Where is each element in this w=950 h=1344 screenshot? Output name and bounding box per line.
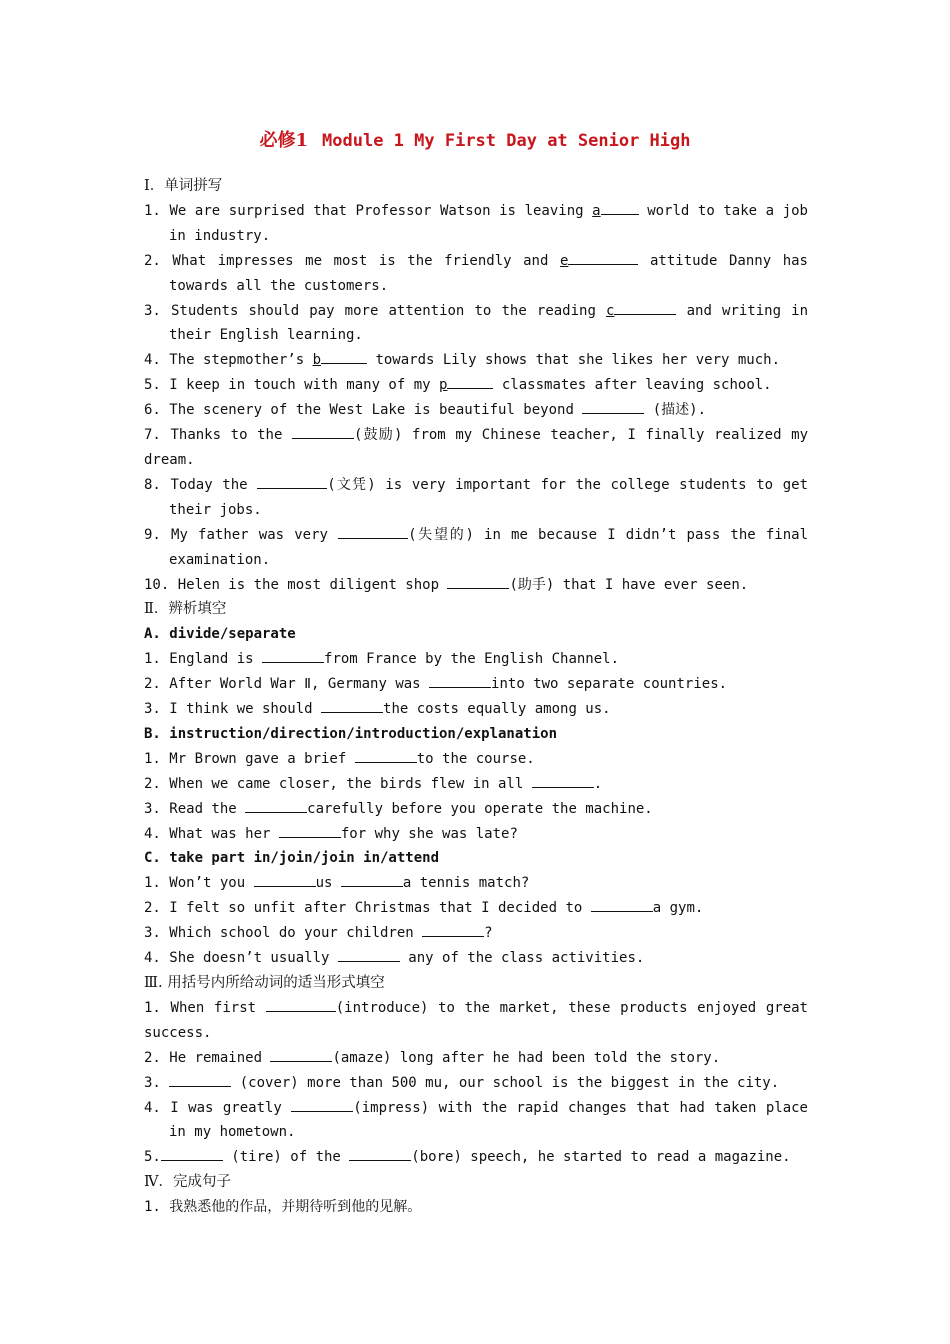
answer-blank[interactable] — [257, 475, 327, 489]
s1-item-1: 1. We are surprised that Professor Watson is leaving a world to take a job in industry. — [144, 202, 808, 244]
answer-blank[interactable] — [532, 774, 594, 788]
answer-blank[interactable] — [338, 525, 408, 539]
section-4-heading: Ⅳ．完成句子 — [144, 1174, 231, 1191]
first-letter-hint: e — [559, 252, 569, 269]
answer-blank[interactable] — [321, 699, 383, 713]
s1-item-5: 5. I keep in touch with many of my p classmates after leaving school. — [144, 377, 772, 394]
answer-blank[interactable] — [422, 923, 484, 937]
first-letter-hint: c — [606, 302, 615, 319]
s3-item-5: 5. (tire) of the (bore) speech, he started to read a magazine. — [144, 1149, 791, 1166]
s3-item-3: 3. (cover) more than 500 mu, our school is the biggest in the city. — [144, 1074, 780, 1091]
section-1-heading: Ⅰ．单词拼写 — [144, 178, 223, 194]
s2b-item-1: 1. Mr Brown gave a brief to the course. — [144, 750, 535, 767]
s2c-item-1: 1. Won’t you us a tennis match? — [144, 875, 530, 892]
s2b-item-2: 2. When we came closer, the birds flew in all . — [144, 775, 603, 792]
s2a-item-2: 2. After World War Ⅱ, Germany was into two separate countries. — [144, 676, 728, 693]
section-3-heading: Ⅲ. 用括号内所给动词的适当形式填空 — [144, 975, 385, 991]
answer-blank[interactable] — [270, 1048, 332, 1062]
s1-item-2: 2. What impresses me most is the friendly and e attitude Danny has towards all the customers. — [144, 252, 808, 294]
s2b-item-4: 4. What was her for why she was late? — [144, 825, 518, 842]
answer-blank[interactable] — [429, 674, 491, 688]
title-prefix: 必修1 — [259, 130, 309, 151]
answer-blank[interactable] — [582, 400, 644, 414]
answer-blank[interactable] — [614, 301, 676, 315]
first-letter-hint: p — [439, 377, 448, 394]
s1-item-8: 8. Today the (文凭) is very important for the college students to get their jobs. — [144, 476, 808, 518]
page-title — [0, 126, 950, 152]
answer-blank[interactable] — [355, 749, 417, 763]
answer-blank[interactable] — [591, 898, 653, 912]
answer-blank[interactable] — [349, 1147, 411, 1161]
answer-blank[interactable] — [266, 998, 336, 1012]
s1-item-7: 7. Thanks to the (鼓励) from my Chinese teacher, I finally realized my dream. — [144, 427, 808, 468]
group-a-label: A. divide/separate — [144, 626, 296, 643]
s4-item-1: 1. 我熟悉他的作品，并期待听到他的见解。 — [144, 1199, 422, 1216]
answer-blank[interactable] — [338, 948, 400, 962]
s3-item-1: 1. When first (introduce) to the market, these products enjoyed great success. — [144, 999, 808, 1041]
s1-item-4: 4. The stepmother’s b towards Lily shows that she likes her very much. — [144, 352, 781, 369]
answer-blank[interactable] — [321, 350, 367, 364]
first-letter-hint: a — [592, 202, 601, 219]
answer-blank[interactable] — [169, 1073, 231, 1087]
s1-item-10: 10. Helen is the most diligent shop (助手) that I have ever seen. — [144, 576, 749, 593]
answer-blank[interactable] — [568, 251, 638, 265]
s3-item-4: 4. I was greatly (impress) with the rapid changes that had taken place in my hometown. — [144, 1099, 808, 1141]
group-c-label: C. take part in/join/join in/attend — [144, 850, 440, 867]
s3-item-2: 2. He remained (amaze) long after he had been told the story. — [144, 1049, 721, 1066]
s2c-item-3: 3. Which school do your children ? — [144, 925, 493, 942]
exercise-content — [144, 174, 808, 1220]
s1-item-9: 9. My father was very (失望的) in me because I didn’t pass the final examination. — [144, 526, 808, 568]
answer-blank[interactable] — [262, 649, 324, 663]
group-b-label: B. instruction/direction/introduction/explanation — [144, 725, 558, 742]
section-2-heading: Ⅱ．辨析填空 — [144, 601, 227, 618]
s2a-item-3: 3. I think we should the costs equally among us. — [144, 701, 611, 718]
s2a-item-1: 1. England is from France by the English Channel. — [144, 651, 620, 668]
s2c-item-2: 2. I felt so unfit after Christmas that I decided to a gym. — [144, 900, 704, 917]
title-main: Module 1 My First Day at Senior High — [322, 131, 691, 151]
answer-blank[interactable] — [447, 375, 493, 389]
answer-blank[interactable] — [292, 425, 354, 439]
answer-blank[interactable] — [341, 873, 403, 887]
first-letter-hint: b — [312, 352, 322, 369]
s2b-item-3: 3. Read the carefully before you operate the machine. — [144, 800, 653, 817]
s1-item-6: 6. The scenery of the West Lake is beautiful beyond (描述). — [144, 402, 707, 419]
answer-blank[interactable] — [245, 799, 307, 813]
s2c-item-4: 4. She doesn’t usually any of the class activities. — [144, 950, 645, 967]
answer-blank[interactable] — [447, 575, 509, 589]
s1-item-3: 3. Students should pay more attention to the reading c and writing in their English learning. — [144, 302, 808, 344]
answer-blank[interactable] — [601, 201, 639, 215]
answer-blank[interactable] — [279, 824, 341, 838]
answer-blank[interactable] — [291, 1098, 353, 1112]
answer-blank[interactable] — [254, 873, 316, 887]
answer-blank[interactable] — [161, 1147, 223, 1161]
